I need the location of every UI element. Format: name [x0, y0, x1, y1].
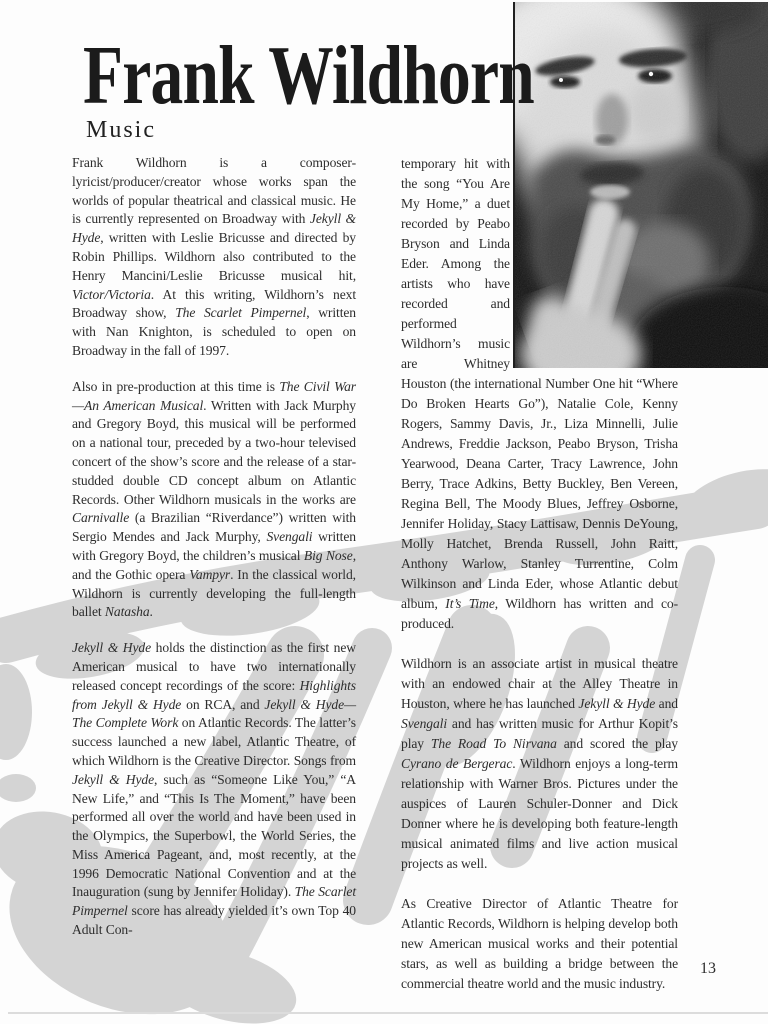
- left-column: [72, 154, 356, 957]
- page-subtitle: Music: [86, 117, 156, 143]
- page-title: Frank Wildhorn: [83, 29, 534, 122]
- scan-edge-line: [8, 1012, 768, 1014]
- bio-paragraph-6: As Creative Director of Atlantic Theatre for Atlantic Records, Wildhorn is helping develop both new American musical works and their potential stars, as well as building a bridge between the commercial theatre world and the music industry.: [401, 896, 678, 991]
- photo-float-spacer: [510, 154, 678, 372]
- bio-paragraph-4: temporary hit with the song “You Are My Home,” a duet recorded by Peabo Bryson and Linda Eder. Among the artists who have recorded and performed Wildhorn’s music are Whitney Houston (the international Number One hit “Where Do Broken Hearts Go”), Natalie Cole, Kenny Rogers, Sammy Davis, Jr., Liza Minnelli, Julie Andrews, Freddie Jackson, Peabo Bryson, Trisha Yearwood, Deana Carter, Tracy Lawrence, John Berry, Trace Adkins, Betty Buckley, Ben Vereen, Regina Bell, The Moody Blues, Jeffrey Osborne, Jennifer Holiday, Stacy Lattisaw, Dennis DeYoung, Molly Hatchet, Brenda Russell, John Raitt, Anthony Warlow, Stanley Turrentine, Colm Wilkinson and Linda Eder, whose Atlantic debut album, It’s Time, Wildhorn has written and co-produced.: [401, 156, 679, 631]
- bio-paragraph-1: Frank Wildhorn is a composer-lyricist/producer/creator whose works span the worlds of popular theatrical and classical music. He is currently represented on Broadway with Jekyll & Hyde, written with Leslie Bricusse and directed by Robin Phillips. Wildhorn also contributed to the Henry Mancini/Leslie Bricusse musical hit, Victor/Victoria. At this writing, Wildhorn’s next Broadway show, The Scarlet Pimpernel, written with Nan Knighton, is scheduled to open on Broadway in the fall of 1997.: [72, 155, 357, 358]
- bio-paragraph-5: Wildhorn is an associate artist in musical theatre with an endowed chair at the Alley Theatre in Houston, where he has launched Jekyll & Hyde and Svengali and has written music for Arthur Kopit’s play The Road To Nirvana and scored the play Cyrano de Bergerac. Wildhorn enjoys a long-term relationship with Warner Bros. Pictures under the auspices of Lauren Schuler-Donner and Dick Donner where he is developing both feature-length musical animated films and live action musical projects as well.: [401, 656, 678, 871]
- bio-paragraph-2: Also in pre-production at this time is The Civil War—An American Musical. Written with Jack Murphy and Gregory Boyd, this musical will be performed on a national tour, preceded by a two-hour televised concert of the show’s score and the release of a star-studded double CD concept album on Atlantic Records. Other Wildhorn musicals in the works are Carnivalle (a Brazilian “Riverdance”) written with Sergio Mendes and Jack Murphy, Svengali written with Gregory Boyd, the children’s musical Big Nose, and the Gothic opera Vampyr. In the classical world, Wildhorn is currently developing the full-length ballet Natasha.: [72, 378, 356, 620]
- bio-paragraph-3: Jekyll & Hyde holds the distinction as the first new American musical to have two internationally released concept recordings of the score: Highlights from Jekyll & Hyde on RCA, and Jekyll & Hyde—The Complete Work on Atlantic Records. The latter’s success launched a new label, Atlantic Theatre, of which Wildhorn is the Creative Director. Songs from Jekyll & Hyde, such as “Someone Like You,” “A New Life,” and “This Is The Moment,” have been performed all over the world and have been used in the Olympics, the Superbowl, the World Series, the Miss America Pageant, and, most recently, at the 1996 Democratic National Convention and at the Inauguration (sung by Jennifer Holiday). The Scarlet Pimpernel score has already yielded it’s own Top 40 Adult Con-: [72, 640, 356, 938]
- right-column: [401, 154, 678, 1014]
- page-number: 13: [700, 960, 716, 977]
